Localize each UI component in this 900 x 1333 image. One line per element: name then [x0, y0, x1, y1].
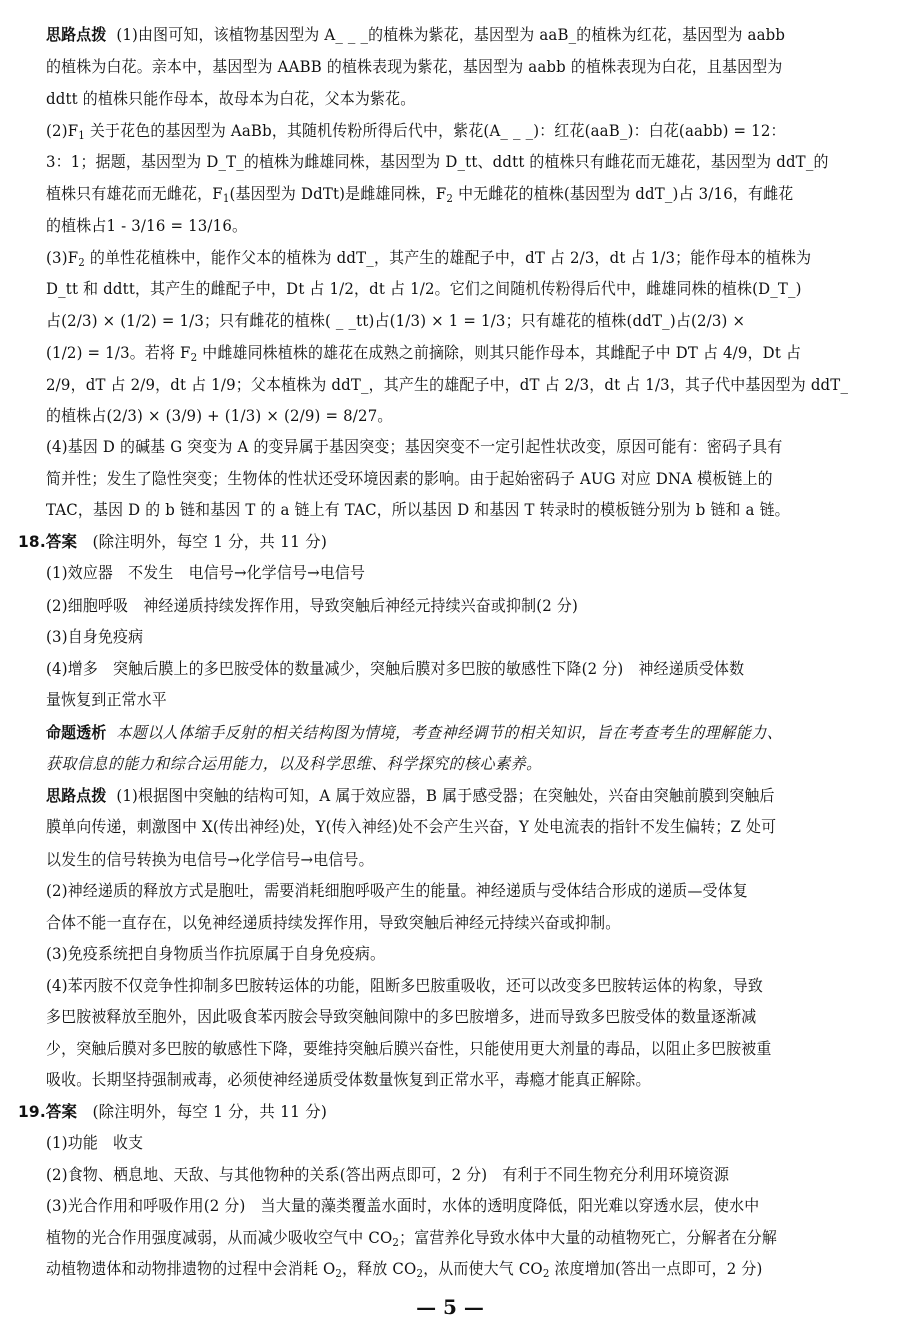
answer-line: (4)增多 突触后膜上的多巴胺受体的数量减少，突触后膜对多巴胺的敏感性下降(2 分) 神经递质受体数 [46, 658, 745, 678]
text-line: 以发生的信号转换为电信号→化学信号→电信号。 [46, 849, 374, 869]
text-line: (4)基因 D 的碱基 G 突变为 A 的变异属于基因突变；基因突变不一定引起性状改变，原因可能有：密码子具有 [46, 437, 783, 457]
answer-line: (1)效应器 不发生 电信号→化学信号→电信号 [46, 563, 366, 583]
text-line: D_tt 和 ddtt，其产生的雌配子中，Dt 占 1/2，dt 占 1/2。它们之间随机传粉得后代中，雌雄同株的植株(D_T_) [46, 279, 802, 298]
subscript: 2 [542, 1267, 550, 1280]
answer-line: (2)食物、栖息地、天敌、与其他物种的关系(答出两点即可，2 分) 有利于不同生物充分利用环境资源 [46, 1164, 730, 1184]
subscript: 2 [78, 255, 85, 269]
text-line: 3：1；据题，基因型为 D_T_的植株为雌雄同株，基因型为 D_tt、ddtt 的植株只有雌花而无雄花，基因型为 ddT_的 [46, 152, 829, 172]
text: (基因型为 DdTt)是雌雄同株，F [229, 183, 447, 203]
answer-line: (3)光合作用和呼吸作用(2 分) 当大量的藻类覆盖水面时，水体的透明度降低，阳光难以穿透水层，使水中 [46, 1196, 760, 1215]
subscript: 2 [392, 1235, 400, 1249]
answer-label: 答案 [45, 1101, 78, 1121]
text-line: TAC，基因 D 的 b 链和基因 T 的 a 链上有 TAC，所以基因 D 和基因 T 转录时的模板链分别为 b 链和 a 链。 [46, 500, 790, 520]
text: ，释放 CO [342, 1259, 417, 1278]
answer-line: (2)细胞呼吸 神经递质持续发挥作用，导致突触后神经元持续兴奋或抑制(2 分) [46, 595, 579, 615]
text-line: (3)免疫系统把自身物质当作抗原属于自身免疫病。 [46, 944, 386, 964]
q19-answer-heading [18, 1101, 886, 1123]
q17-tip-label: 思路点拨 [46, 25, 107, 45]
scoring-note: (除注明外，每空 1 分，共 11 分) [92, 531, 328, 551]
answer-line: (1)功能 收支 [46, 1133, 144, 1152]
text: 植株只有雄花而无雌花，F [46, 183, 223, 203]
text-line: 少，突触后膜对多巴胺的敏感性下降，要维持突触后膜兴奋性，只能使用更大剂量的毒品，以阻止多巴胺被重 [46, 1038, 772, 1058]
q18-insight-line-1 [46, 722, 886, 744]
text: 植物的光合作用强度减弱，从而减少吸收空气中 CO [46, 1227, 393, 1247]
text: 浓度增加(答出一点即可，2 分) [549, 1259, 763, 1278]
subscript: 2 [190, 351, 198, 364]
text-line [46, 342, 886, 369]
text-line: (2)神经递质的释放方式是胞吐，需要消耗细胞呼吸产生的能量。神经递质与受体结合形成的递质—受体复 [46, 881, 748, 901]
text: (2)F [46, 120, 79, 140]
text-line: 吸收。长期坚持强制戒毒，必须使神经递质受体数量恢复到正常水平，毒瘾才能真正解除。 [46, 1070, 651, 1090]
text-line: ddtt 的植株只能作母本，故母本为白花，父本为紫花。 [46, 89, 416, 109]
answer-line: 量恢复到正常水平 [46, 690, 167, 710]
text-line [46, 183, 886, 210]
text: 关于花色的基因型为 AaBb，其随机传粉所得后代中，紫花(A_ _ _)：红花(aaB_)：白花(aabb) = 12： [84, 120, 786, 140]
question-number: 19. [18, 1101, 46, 1121]
subscript: 1 [222, 191, 230, 205]
subscript: 2 [446, 191, 454, 205]
text: (3)F [46, 247, 79, 267]
text: 动植物遗体和动物排遗物的过程中会消耗 O [46, 1259, 336, 1278]
text: (1)根据图中突触的结构可知，A 属于效应器，B 属于感受器；在突触处，兴奋由突触前膜到突触后 [116, 785, 775, 805]
text: 中无雌花的植株(基因型为 ddT_)占 3/16，有雌花 [453, 183, 794, 203]
text-line [46, 120, 886, 147]
insight-label: 命题透析 [46, 722, 107, 742]
text: 的单性花植株中，能作父本的植株为 ddT_，其产生的雄配子中，dT 占 2/3，dt 占 1/3；能作母本的植株为 [84, 247, 812, 267]
answer-line [46, 1227, 886, 1254]
text-line: 多巴胺被释放至胞外，因此吸食苯丙胺会导致突触间隙中的多巴胺增多，进而导致多巴胺受体的数量逐渐减 [46, 1007, 757, 1027]
text: (1/2) = 1/3。若将 F [46, 343, 191, 362]
text: 中雌雄同株植株的雄花在成熟之前摘除，则其只能作母本，其雌配子中 DT 占 4/9，Dt 占 [197, 343, 802, 362]
text: (1)由图可知，该植物基因型为 A_ _ _的植株为紫花，基因型为 aaB_的植株为红花，基因型为 aabb [116, 25, 786, 45]
q18-tip-line-1 [46, 785, 886, 807]
q18-answer-heading [18, 531, 886, 553]
text: ；富营养化导致水体中大量的动植物死亡，分解者在分解 [399, 1227, 777, 1247]
q17-tip-line-1 [46, 24, 886, 46]
text-line: 的植株占(2/3) × (3/9) + (1/3) × (2/9) = 8/27。 [46, 405, 393, 425]
scoring-note: (除注明外，每空 1 分，共 11 分) [92, 1101, 328, 1121]
answer-label: 答案 [45, 531, 78, 551]
answer-line [46, 1258, 886, 1285]
text-line: (4)苯丙胺不仅竞争性抑制多巴胺转运体的功能，阻断多巴胺重吸收，还可以改变多巴胺转运体的构象，导致 [46, 975, 763, 995]
insight-line: 获取信息的能力和综合运用能力，以及科学思维、科学探究的核心素养。 [46, 754, 542, 774]
text-line: 合体不能一直存在，以免神经递质持续发挥作用，导致突触后神经元持续兴奋或抑制。 [46, 912, 621, 932]
tip-label: 思路点拨 [46, 785, 107, 805]
answer-line: (3)自身免疫病 [46, 627, 144, 647]
text-line: 2/9，dT 占 2/9，dt 占 1/9；父本植株为 ddT_，其产生的雄配子中，dT 占 2/3，dt 占 1/3，其子代中基因型为 ddT_ [46, 374, 849, 394]
subscript: 2 [416, 1267, 424, 1280]
page-number: — 5 — [416, 1295, 484, 1319]
text: ，从而使大气 CO [423, 1259, 543, 1278]
text-line: 的植株占1 - 3/16 = 13/16。 [46, 216, 248, 236]
text: 本题以人体缩手反射的相关结构图为情境，考查神经调节的相关知识，旨在考查考生的理解能力、 [116, 722, 783, 742]
text-line [46, 247, 886, 274]
subscript: 2 [335, 1267, 343, 1280]
question-number: 18. [18, 531, 46, 551]
text-line: 的植株为白花。亲本中，基因型为 AABB 的植株表现为紫花，基因型为 aabb 的植株表现为白花，且基因型为 [46, 56, 783, 76]
text-line: 膜单向传递，刺激图中 X(传出神经)处，Y(传入神经)处不会产生兴奋，Y 处电流表的指针不发生偏转；Z 处可 [46, 817, 777, 837]
subscript: 1 [78, 128, 85, 142]
text-line: 简并性；发生了隐性突变；生物体的性状还受环境因素的影响。由于起始密码子 AUG 对应 DNA 模板链上的 [46, 468, 773, 488]
text-line: 占(2/3) × (1/2) = 1/3；只有雌花的植株( _ _tt)占(1/3) × 1 = 1/3；只有雄花的植株(ddT_)占(2/3) × [46, 310, 746, 330]
